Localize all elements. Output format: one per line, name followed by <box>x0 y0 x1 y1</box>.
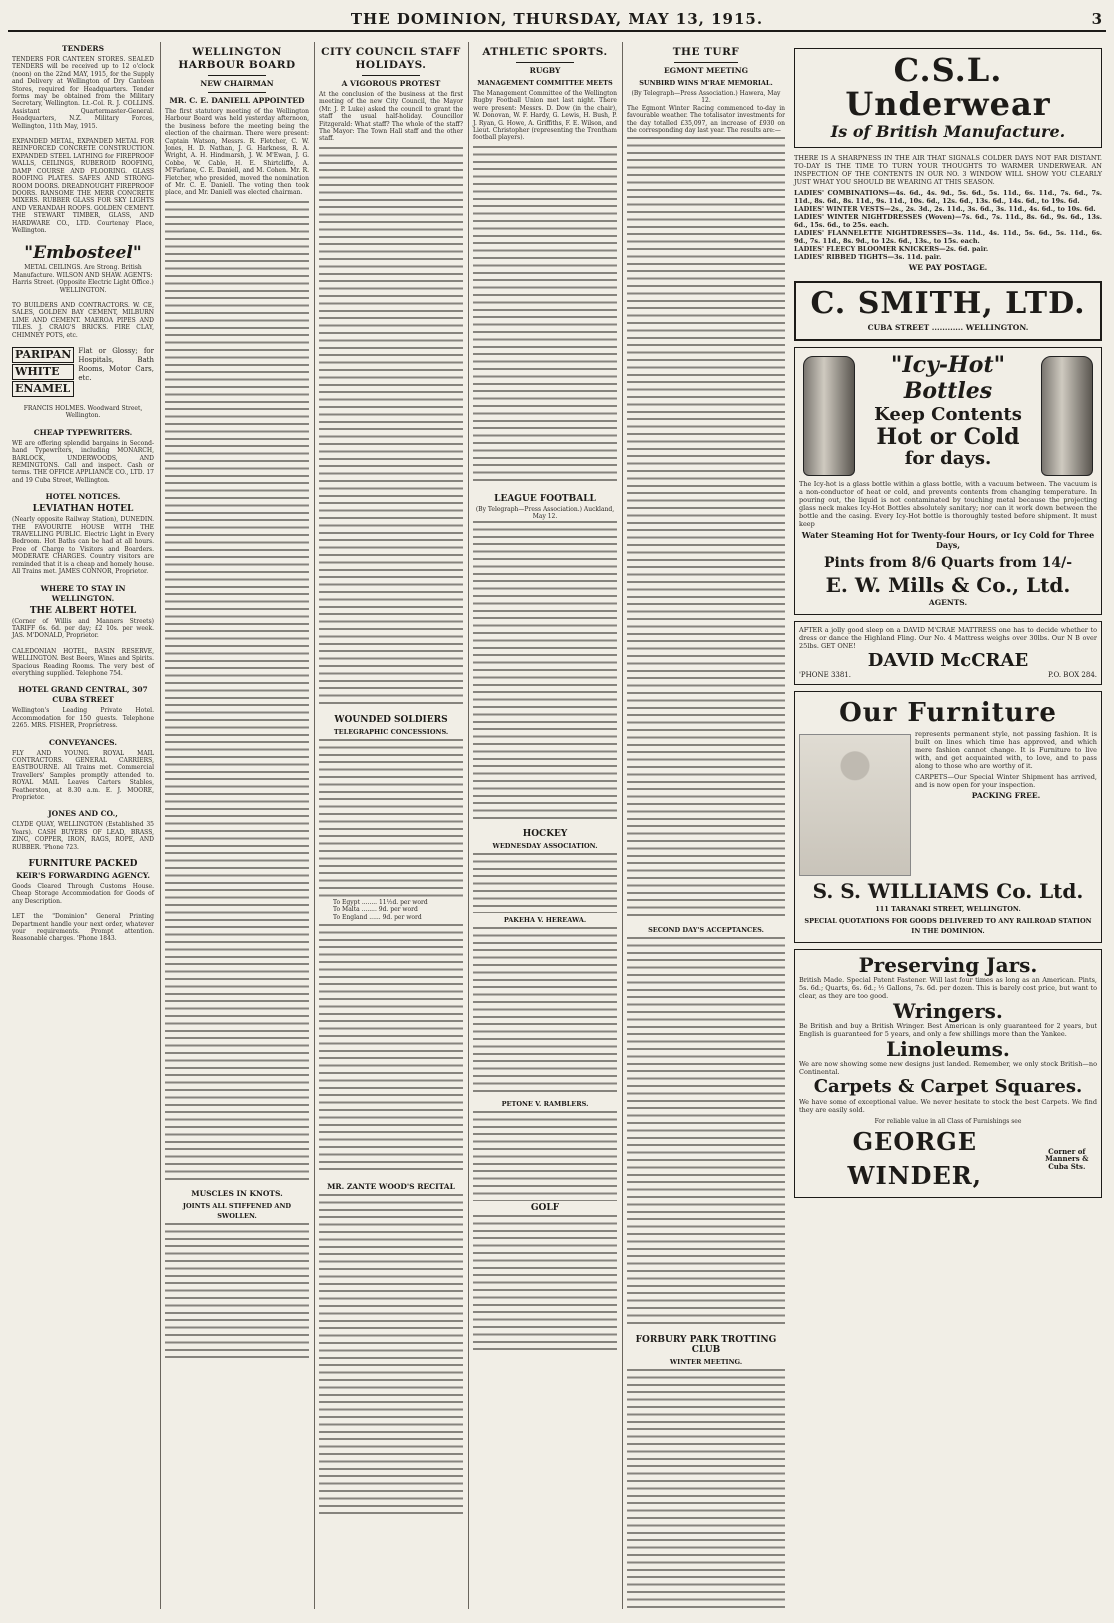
furniture-carpets: CARPETS—Our Special Winter Shipment has arrived, and is now open for your inspection. <box>915 772 1097 789</box>
furniture-title: Our Furniture <box>839 697 1057 728</box>
wounded-soldiers-continued <box>319 924 463 1174</box>
winder-ad <box>794 949 1102 1198</box>
petone-text <box>473 1111 617 1201</box>
golf-text <box>473 1215 617 1355</box>
carpets-text: We have some of exceptional value. We never hesitate to stock the best Carpets. We find they are easily sold. <box>799 1097 1097 1114</box>
jones-heading: JONES AND CO., <box>48 809 118 819</box>
tenders-heading: TENDERS <box>61 44 105 53</box>
forbury-text <box>627 1369 785 1609</box>
csl-price-flannelette: LADIES' FLANNELETTE NIGHTDRESSES—3s. 11d., 4s. 11d., 5s. 6d., 5s. 11d., 6s. 9d., 7s. 11d., 8s. 9d., to 12s. 6d., 13s., to 15s. each. <box>794 229 1102 245</box>
rate-malta: To Malta ........ 9d. per word <box>333 906 418 914</box>
page-number: 3 <box>1091 10 1102 28</box>
carpets-title: Carpets & Carpet Squares. <box>813 1075 1083 1097</box>
wednesday-association-sub: WEDNESDAY ASSOCIATION. <box>492 841 598 850</box>
embosteel-logo: "Embosteel" <box>24 243 142 264</box>
williams-special: SPECIAL QUOTATIONS FOR GOODS DELIVERED TO ANY RAILROAD STATION IN THE DOMINION. <box>804 916 1092 935</box>
packing-free: PACKING FREE. <box>971 790 1041 800</box>
tenders-text: TENDERS FOR CANTEEN STORES. SEALED TENDERS will be received up to 12 o'clock (noon) on the 22nd MAY, 1915, for the Supply and Delivery at Wellington of Dry Canteen Stores, required for Headquarters. Tender forms may be obtained from the Military Secretary, Wellington. Lt.-Col. R. J. COLLINS. Assistant Quartermaster-General. Headquarters, N.Z. Military Forces, Wellington, 11th May, 1915. <box>12 56 154 130</box>
acceptances-heading: SECOND DAY'S ACCEPTANCES. <box>648 926 764 935</box>
turf-heading: THE TURF <box>672 46 740 58</box>
bottle-image-right <box>1041 356 1093 476</box>
csl-price-vests: LADIES' WINTER VESTS—2s., 2s. 3d., 2s. 11d., 3s. 6d., 3s. 11d., 4s. 6d., to 10s. 6d. <box>794 205 1096 213</box>
csmith-name: C. SMITH, LTD. <box>810 286 1086 321</box>
column-advertisements <box>790 42 1106 1609</box>
petone-ramblers-sub: PETONE V. RAMBLERS. <box>501 1099 589 1108</box>
acceptances-text <box>627 937 785 1327</box>
typewriters-heading: CHEAP TYPEWRITERS. <box>33 427 133 437</box>
leviathan-heading: LEVIATHAN HOTEL <box>32 504 134 515</box>
wringers-title: Wringers. <box>893 998 1003 1023</box>
telegraphic-concessions-sub: TELEGRAPHIC CONCESSIONS. <box>333 727 449 736</box>
management-committee-sub: MANAGEMENT COMMITTEE MEETS <box>477 79 613 87</box>
golf-heading: GOLF <box>530 1202 560 1213</box>
pakeha-hereawa-sub: PAKEHA V. HEREAWA. <box>503 915 587 924</box>
column-athletic-sports <box>468 42 621 1609</box>
grand-central-heading: HOTEL GRAND CENTRAL, 307 CUBA STREET <box>18 685 148 705</box>
builders-text: TO BUILDERS AND CONTRACTORS. W. CE, SALES, GOLDEN BAY CEMENT, MILBURN LIME AND CEMENT. MAEROA PIPES AND TILES. J. CRAIG'S BRICKS. FIRE CLAY, CHIMNEY POTS, etc. <box>12 301 154 339</box>
linoleums-text: We are now showing some new designs just landed. Remember, we only stock British—no Continental. <box>799 1059 1097 1076</box>
forbury-heading: FORBURY PARK TROTTING CLUB <box>635 1335 777 1356</box>
hockey-text <box>473 853 617 913</box>
icy-hot-guarantee: Water Steaming Hot for Twenty-four Hours, or Icy Cold for Three Days, <box>801 530 1095 550</box>
caledonian-text: CALEDONIAN HOTEL, BASIN RESERVE, WELLINGTON. Best Beers, Wines and Spirits. Spacious Reading Rooms. The very best of everything supplied. Telephone 754. <box>12 647 154 677</box>
leviathan-text: (Nearly opposite Railway Station), DUNEDIN. THE FAVOURITE HOUSE WITH THE TRAVELLING PUBLIC. Electric Light in Every Bedroom. Hot Baths can be had at all hours. Free of Charge to Visitors and Boarders. MODERATE CHARGES. Country visitors are reminded that it is a cheap and homely house. All Trains met. JAMES CONNOR, Proprietor. <box>12 516 154 576</box>
furniture-packed-heading: FURNITURE PACKED <box>28 859 138 870</box>
enamel-word: ENAMEL <box>12 381 74 397</box>
linoleums-title: Linoleums. <box>886 1036 1010 1061</box>
csl-price-combinations: LADIES' COMBINATIONS—4s. 6d., 4s. 9d., 5s. 6d., 5s. 11d., 6s. 11d., 7s. 6d., 7s. 11d., 8s. 6d., 8s. 11d., 9s. 11d., 10s. 6d., 12s. 6d., 13s. 6d., 14s. 6d., to 19s. 6d. <box>794 189 1102 205</box>
ew-mills-name: E. W. Mills & Co., Ltd. <box>825 573 1071 597</box>
sunbird-sub: SUNBIRD WINS M'RAE MEMORIAL. <box>639 79 773 87</box>
vigorous-protest-sub: A VIGOROUS PROTEST <box>341 79 441 88</box>
paripan-word: PARIPAN <box>12 347 74 363</box>
hotel-notices-heading: HOTEL NOTICES. <box>45 492 121 502</box>
icy-hot-title: "Icy-Hot" Bottles <box>890 352 1006 404</box>
icy-hot-hot-cold: Hot or Cold <box>876 424 1020 450</box>
turf-results-text <box>627 137 785 917</box>
winder-corner: Corner of Manners & Cuba Sts. <box>1045 1146 1089 1171</box>
harbour-board-heading: WELLINGTON HARBOUR BOARD <box>178 46 296 71</box>
bottle-image <box>803 356 855 476</box>
pakeha-text <box>473 927 617 1097</box>
mccrae-phone: 'PHONE 3381. <box>799 671 851 679</box>
jones-text: CLYDE QUAY, WELLINGTON (Established 35 Years). CASH BUYERS OF LEAD, BRASS, ZINC, COPPER, IRON, RAGS, ROPE, AND RUBBER. 'Phone 723. <box>12 821 154 851</box>
metal-ad-text: EXPANDED METAL, EXPANDED METAL FOR REINFORCED CONCRETE CONSTRUCTION. EXPANDED STEEL LATHING for FIREPROOF WALLS, CEILINGS, RUBEROID ROOFING, DAMP COURSE AND FLOORING. GLASS ROOFING PLATES. SAFES AND STRONG-ROOM DOORS. DREADNOUGHT FIREPROOF DOORS. RANSOME THE MERR CONCRETE MIXERS. RUBBER GLASS FOR SKY LIGHTS AND VERANDAH ROOFS. GOLDEN CEMENT. THE STEWART TIMBER, GLASS, AND HARDWARE CO., LTD. Courtenay Place, Wellington. <box>12 138 154 234</box>
turf-text: The Egmont Winter Racing commenced to-day in favourable weather. The totalisator investments for the day totalled £35,097, an increase of £930 on the corresponding day last year. The results are:— <box>627 104 785 135</box>
ew-mills-agents: AGENTS. <box>928 598 968 607</box>
egmont-meeting-sub: EGMONT MEETING <box>663 66 749 75</box>
wounded-soldiers-heading: WOUNDED SOLDIERS <box>334 714 448 725</box>
rate-england: To England ...... 9d. per word <box>333 913 422 921</box>
city-council-heading: CITY COUNCIL STAFF HOLIDAYS. <box>321 46 461 71</box>
hockey-heading: HOCKEY <box>522 828 568 839</box>
rugby-text: The Management Committee of the Wellington Rugby Football Union met last night. There were present: Messrs. D. Dow (in the chair), W. Donovan, W. F. Hardy, G. Lewis, H. Bush, P. J. Ryan, G. Howe, A. Griffiths, F. E. Wilson, and Lieut. Christopher (representing the Trentham football players). <box>473 90 617 142</box>
harbour-board-continued-text <box>165 201 309 1181</box>
zante-wood-heading: MR. ZANTE WOOD'S RECITAL <box>327 1182 455 1192</box>
column-city-council <box>314 42 467 1609</box>
rate-egypt: To Egypt ........ 11½d. per word <box>333 898 428 906</box>
csl-price-tights: LADIES' RIBBED TIGHTS—3s. 11d. pair. <box>794 253 942 261</box>
keirs-text: Goods Cleared Through Customs House. Cheap Storage Accommodation for Goods of any Description. <box>12 883 154 905</box>
mccrae-box: P.O. BOX 284. <box>1048 671 1097 679</box>
williams-furniture-ad <box>794 691 1102 943</box>
harbour-board-text: The first statutory meeting of the Wellington Harbour Board was held yesterday afternoon, the business before the meeting being the election of the chairman. There were present: Captain Watson, Messrs. R. Fletcher, C. W. Jones, H. D. Nathan, J. G. Harkness, R. A. Wright, A. H. Hindmarsh, J. W. M'Ewan, J. G. Cobbe, W. Cable, H. E. Shirtcliffe, A. M'Farlane, C. E. Daniell, and M. Cohen. Mr. R. Fletcher, who presided, moved the nomination of Mr. C. E. Daniell. The voting then took place, and Mr. Daniell was elected chairman. <box>165 108 309 197</box>
league-football-heading: LEAGUE FOOTBALL <box>494 493 596 504</box>
csl-postage: WE PAY POSTAGE. <box>908 263 988 272</box>
csl-price-nightdresses: LADIES' WINTER NIGHTDRESSES (Woven)—7s. 6d., 7s. 11d., 8s. 6d., 9s. 6d., 13s. 6d., 15s. 6d., to 25s. each. <box>794 213 1102 229</box>
csl-subtitle: Is of British Manufacture. <box>830 122 1066 141</box>
csmith-ad <box>794 281 1102 341</box>
muscles-heading: MUSCLES IN KNOTS. <box>191 1188 283 1198</box>
daniell-appointed-sub: MR. C. E. DANIELL APPOINTED <box>169 96 305 105</box>
williams-name: S. S. WILLIAMS Co. Ltd. <box>812 878 1084 903</box>
rugby-sub: RUGBY <box>529 66 561 75</box>
muscles-sub: JOINTS ALL STIFFENED AND SWOLLEN. <box>182 1201 292 1220</box>
furniture-illustration <box>799 734 911 876</box>
city-council-continued-text <box>319 147 463 707</box>
mccrae-text: AFTER a jolly good sleep on a DAVID M'CRAE MATTRESS one has to decide whether to dress or dance the Highland Fling. Our No. 4 Mattress weighs over 30lbs. Our N B over 25lbs. GET ONE! <box>799 626 1097 650</box>
new-chairman-sub: NEW CHAIRMAN <box>200 79 274 88</box>
jars-title: Preserving Jars. <box>858 952 1038 977</box>
column-harbour-board <box>160 42 313 1609</box>
masthead <box>8 8 1106 32</box>
white-word: WHITE <box>12 364 74 380</box>
conveyances-text: FLY AND YOUNG. ROYAL MAIL CONTRACTORS. GENERAL CARRIERS, EASTBOURNE. All Trains met. Commercial Travellers' Samples promptly attended to. ROYAL MAIL Leaves Carters Stables, Featherston, at 8.30 a.m. E. J. MOORE, Proprietor. <box>12 749 154 801</box>
athletic-sports-heading: ATHLETIC SPORTS. <box>482 46 608 58</box>
grand-central-text: Wellington's Leading Private Hotel. Accommodation for 150 guests. Telephone 2265. MRS. FISHER, Proprietress. <box>12 707 154 730</box>
csl-title: C.S.L. Underwear <box>845 51 1051 123</box>
albert-heading: THE ALBERT HOTEL <box>29 605 137 616</box>
icy-hot-prices: Pints from 8/6 Quarts from 14/- <box>823 555 1072 571</box>
keirs-heading: KEIR'S FORWARDING AGENCY. <box>16 871 150 881</box>
where-to-stay-heading: WHERE TO STAY IN WELLINGTON. <box>40 583 126 603</box>
albert-text: (Corner of Willis and Manners Streets) TARIFF 6s. 6d. per day; £2 10s. per week. JAS. M'DONALD, Proprietor. <box>12 617 154 640</box>
city-council-text: At the conclusion of the business at the first meeting of the new City Council, the Mayor (Mr. J. P. Luke) asked the council to grant the staff the usual half-holiday. Councillor Fitzgerald: What staff? The whole of the staff? The Mayor: The Town Hall staff and the other staff. <box>319 91 463 143</box>
csl-body: THERE IS A SHARPNESS IN THE AIR THAT SIGNALS COLDER DAYS NOT FAR DISTANT. TO-DAY IS THE TIME TO TURN YOUR THOUGHTS TO WARMER UNDERWEAR. AN INSPECTION OF THE CONTENTS IN OUR NO. 3 WINDOW WILL SHOW YOU CLEARLY JUST WHAT YOU SHOULD BE WEARING AT THIS SEASON. <box>794 154 1102 186</box>
turf-dateline: (By Telegraph—Press Association.) Hawera, May 12. <box>631 90 781 105</box>
column-classifieds <box>8 42 158 1609</box>
winder-name: GEORGE WINDER, <box>847 1126 983 1190</box>
forbury-sub: WINTER MEETING. <box>669 1358 743 1367</box>
paripan-desc: Flat or Glossy; for Hospitals, Bath Rooms, Motor Cars, etc. <box>78 347 154 382</box>
zante-wood-text <box>319 1194 463 1514</box>
csmith-address: CUBA STREET ............ WELLINGTON. <box>867 323 1029 332</box>
mccrae-ad <box>794 621 1102 685</box>
mccrae-name: DAVID McCRAE <box>867 650 1029 671</box>
league-dateline: (By Telegraph—Press Association.) Auckland, May 12. <box>475 505 615 521</box>
conveyances-heading: CONVEYANCES. <box>49 737 117 747</box>
league-text <box>473 521 617 821</box>
jars-text: British Made. Special Patent Fastener. Will last four times as long as an American. Pints, 5s. 6d.; Quarts, 6s. 6d.; ½ Gallons, 7s. 6d. per dozen. This is barely cost price, but want to clear, as they are too good. <box>799 975 1097 1000</box>
icy-hot-text: The Icy-hot is a glass bottle within a glass bottle, with a vacuum between. The vacuum is a non-conductor of heat or cold, and prevents contents from changing temperature. In pouring out, the liquid is not contaminated by touching metal because the projecting glass neck makes Icy-Hot Bottles absolutely sanitary; nor can it work down between the bottle and the casing. Every Icy-Hot bottle is thoroughly tested before shipment. It must keep <box>799 480 1097 528</box>
furniture-text: represents permanent style, not passing fashion. It is built on lines which time has approved, and which mere fashion cannot change. It is Furniture to live with, and get acquainted with, to love, and to pass along to those who are worthy of it. <box>915 729 1097 770</box>
icy-hot-keep: Keep Contents <box>874 404 1022 425</box>
dominion-printing-ad: LET the "Dominion" General Printing Department handle your next order, whatever your requirements. Prompt attention. Reasonable charges. 'Phone 1843. <box>12 913 154 943</box>
csl-underwear-ad <box>794 48 1102 148</box>
williams-address: 111 TARANAKI STREET, WELLINGTON. <box>875 904 1021 913</box>
wounded-soldiers-text <box>319 739 463 899</box>
column-turf <box>622 42 789 1609</box>
embosteel-text: METAL CEILINGS. Are Strong. British Manufacture. WILSON AND SHAW. AGENTS: Harris Street. (Opposite Electric Light Office.) WELLINGTON. <box>12 264 154 294</box>
paripan-agent: FRANCIS HOLMES. Woodward Street, Wellington. <box>23 405 143 420</box>
rugby-continued-text <box>473 146 617 486</box>
wringers-text: Be British and buy a British Wringer. Best American is only guaranteed for 2 years, but English is guaranteed for 5 years, and only a few shillings more than the Yankee. <box>799 1021 1097 1038</box>
csl-price-knickers: LADIES' FLEECY BLOOMER KNICKERS—2s. 6d. pair. <box>794 245 989 253</box>
muscles-text <box>165 1223 309 1363</box>
masthead-title: THE DOMINION, THURSDAY, MAY 13, 1915. <box>350 10 764 28</box>
reliable-value: For reliable value in all Class of Furnishings see <box>874 1117 1022 1125</box>
icy-hot-for-days: for days. <box>904 448 992 469</box>
icy-hot-ad <box>794 347 1102 615</box>
typewriters-text: WE are offering splendid bargains in Second-hand Typewriters, including MONARCH, BARLOCK, UNDERWOODS, AND REMINGTONS. Call and inspect. Cash or terms. THE OFFICE APPLIANCE CO., LTD. 17 and 19 Cuba Street, Wellington. <box>12 439 154 484</box>
